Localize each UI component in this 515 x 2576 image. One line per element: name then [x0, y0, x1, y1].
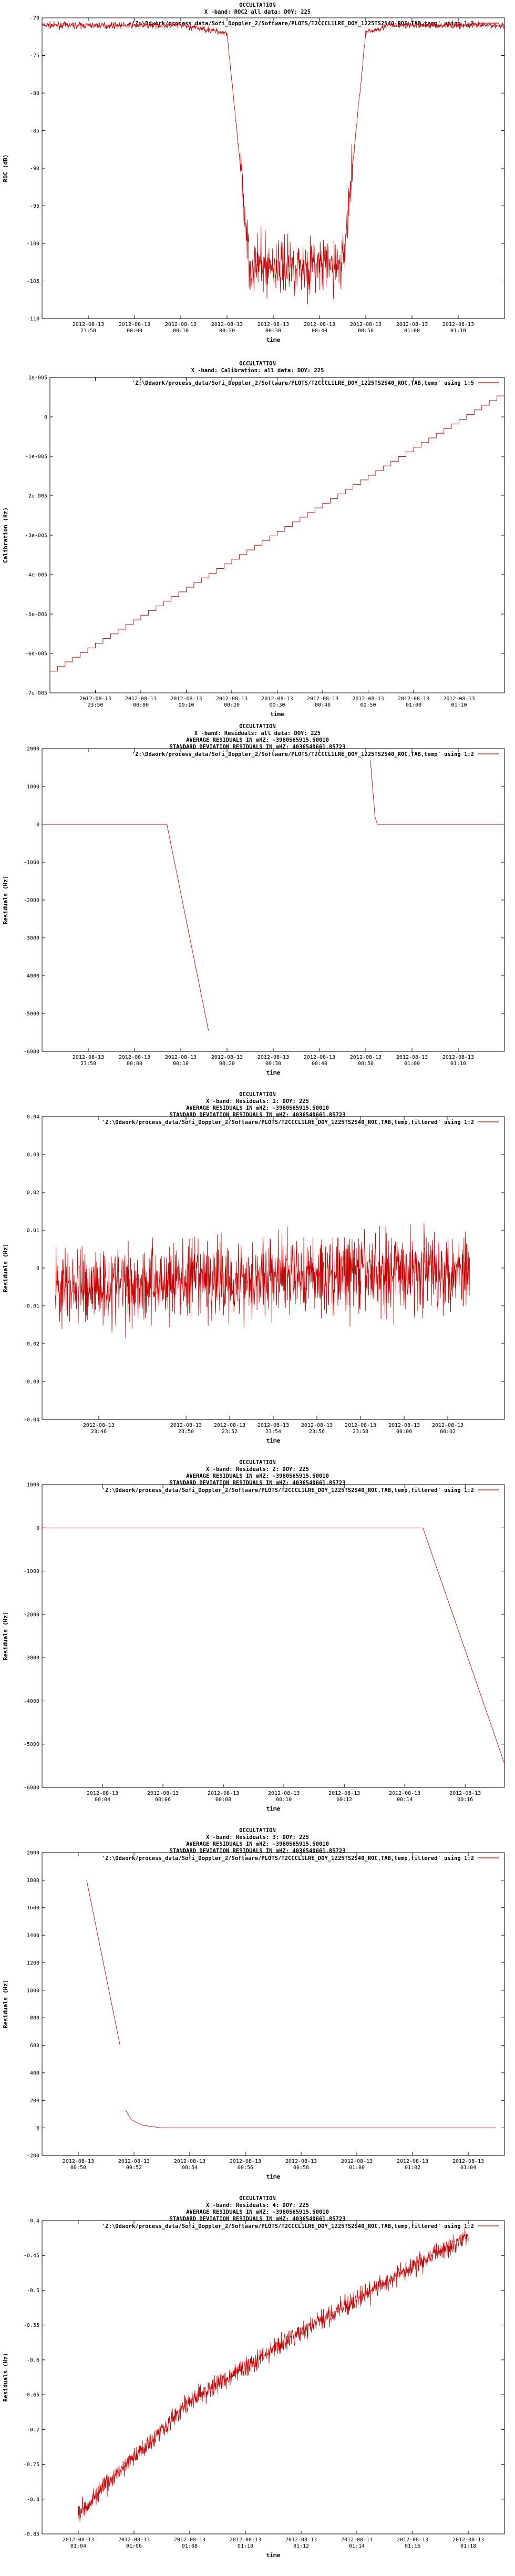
x-tick-date: 2012-08-13	[341, 2159, 373, 2164]
x-tick-date: 2012-08-13	[352, 696, 384, 702]
y-tick-label: -0.03	[23, 1379, 39, 1385]
x-tick-time: 00:20	[219, 1061, 235, 1067]
y-tick-label: -105	[26, 279, 39, 284]
y-axis-label: Calibration (Hz)	[2, 507, 9, 563]
x-tick-date: 2012-08-13	[452, 2537, 485, 2543]
chart-panel-3	[0, 721, 515, 1089]
x-tick-time: 01:00	[404, 1061, 420, 1067]
y-tick-label: -85	[29, 128, 39, 134]
x-tick-date: 2012-08-13	[257, 322, 290, 328]
chart-svg	[0, 0, 515, 359]
x-tick-time: 00:54	[181, 2165, 198, 2171]
x-tick-date: 2012-08-13	[164, 322, 197, 328]
x-tick-time: 01:04	[70, 2543, 86, 2549]
x-tick-time: 00:10	[172, 328, 189, 334]
y-tick-label: -80	[29, 90, 39, 97]
y-tick-label: -1000	[23, 1569, 39, 1575]
x-tick-date: 2012-08-13	[431, 1423, 464, 1428]
plot-frame	[42, 1853, 504, 2155]
x-tick-time: 01:10	[237, 2543, 254, 2549]
x-tick-time: 23:46	[90, 1429, 107, 1435]
x-tick-date: 2012-08-13	[72, 322, 105, 328]
y-tick-label: 2000	[26, 746, 39, 752]
x-tick-date: 2012-08-13	[452, 2159, 485, 2164]
plot-frame	[42, 2221, 504, 2534]
x-tick-date: 2012-08-13	[443, 696, 475, 702]
x-tick-date: 2012-08-13	[118, 2537, 150, 2543]
x-tick-time: 00:10	[178, 702, 194, 708]
x-tick-time: 23:56	[308, 1429, 325, 1435]
legend-entry: 'Z:\Ddwork/process_data/Sofi_Doppler_2/Software/PLOTS/T2CCCL1LRE_DOY_1225TS2S40_ROC,TAB,temp,filtered' using 1:2	[101, 1487, 474, 1494]
x-tick-date: 2012-08-13	[86, 1791, 119, 1796]
x-tick-date: 2012-08-13	[83, 1423, 115, 1428]
x-tick-time: 00:08	[215, 1797, 232, 1803]
x-tick-date: 2012-08-13	[349, 322, 382, 328]
x-tick-time: 00:50	[357, 1061, 374, 1067]
x-axis-label: time	[266, 2552, 281, 2559]
y-tick-label: -3000	[23, 1655, 39, 1661]
series-line	[78, 2228, 468, 2522]
chart-title: OCCULTATION X -band: Residuals: all data: DOY: 225 AVERAGE RESIDUALS IN mHZ: -3960565915.50010 STANDARD DEVIATION RESIDUALS IN mHZ: 4036540661.85723	[169, 723, 346, 750]
x-axis-label: time	[266, 1437, 281, 1444]
y-tick-label: -90	[29, 166, 39, 172]
x-tick-time: 23:50	[178, 1429, 194, 1435]
y-tick-label: -2000	[23, 897, 39, 904]
y-tick-label: -0.7	[26, 2427, 39, 2433]
x-axis-label: time	[266, 336, 281, 343]
y-tick-label: -5000	[23, 1742, 39, 1748]
y-tick-label: 0.02	[26, 1190, 39, 1196]
x-tick-date: 2012-08-13	[389, 1791, 421, 1796]
x-tick-time: 01:12	[293, 2543, 310, 2549]
x-tick-time: 23:58	[352, 1429, 369, 1435]
y-tick-label: -0.04	[23, 1417, 39, 1423]
y-tick-label: -0.01	[23, 1303, 39, 1310]
chart-panel-2	[0, 359, 515, 721]
x-tick-date: 2012-08-13	[388, 1423, 420, 1428]
y-tick-label: -3e-005	[25, 533, 47, 539]
y-tick-label: -5e-005	[25, 611, 47, 618]
x-tick-date: 2012-08-13	[125, 696, 157, 702]
chart-title: OCCULTATION X -band: Calibration: all data: DOY: 225	[191, 361, 324, 374]
series-line	[87, 1880, 120, 2045]
x-tick-time: 01:10	[450, 1061, 467, 1067]
x-tick-time: 00:50	[357, 328, 374, 334]
y-tick-label: -0.75	[23, 2462, 39, 2468]
x-tick-time: 00:10	[172, 1061, 189, 1067]
x-tick-date: 2012-08-13	[442, 322, 475, 328]
x-tick-time: 23:50	[80, 328, 97, 334]
x-tick-time: 00:04	[94, 1797, 111, 1803]
y-tick-label: -0.4	[26, 2218, 39, 2224]
y-tick-label: 400	[29, 2070, 39, 2077]
x-tick-time: 00:00	[126, 1061, 143, 1067]
y-tick-label: 800	[29, 2015, 39, 2021]
y-tick-label: -4000	[23, 1698, 39, 1704]
y-tick-label: 1200	[26, 1960, 39, 1966]
x-tick-time: 00:40	[314, 702, 331, 708]
y-tick-label: -7e-005	[25, 690, 47, 697]
y-tick-label: 0	[36, 1265, 39, 1272]
series-line	[42, 21, 504, 304]
x-tick-date: 2012-08-13	[301, 1423, 333, 1428]
y-axis-label: Residuals (Hz)	[2, 875, 9, 925]
x-tick-date: 2012-08-13	[170, 1423, 202, 1428]
y-tick-label: 1800	[26, 1877, 39, 1884]
y-tick-label: 0	[36, 1525, 39, 1531]
x-tick-date: 2012-08-13	[72, 1055, 105, 1060]
x-tick-time: 01:04	[460, 2165, 477, 2171]
x-tick-date: 2012-08-13	[213, 1423, 246, 1428]
x-tick-date: 2012-08-13	[397, 696, 430, 702]
plot-frame	[42, 749, 504, 1051]
x-tick-date: 2012-08-13	[257, 1423, 290, 1428]
x-tick-time: 01:06	[126, 2543, 142, 2549]
x-tick-date: 2012-08-13	[147, 1791, 179, 1796]
y-tick-label: -4e-005	[25, 572, 47, 578]
y-tick-label: 2000	[26, 1850, 39, 1856]
y-tick-label: -1000	[23, 860, 39, 866]
x-tick-time: 23:52	[221, 1429, 238, 1435]
legend-entry: 'Z:\Ddwork/process_data/Sofi_Doppler_2/Software/PLOTS/T2CCCL1LRE_DOY_1225TS2S40_ROC,TAB,temp' using 1:5	[131, 380, 474, 386]
y-tick-label: 0	[36, 2125, 39, 2132]
x-tick-time: 00:12	[336, 1797, 353, 1803]
x-tick-date: 2012-08-13	[215, 696, 248, 702]
chart-svg	[0, 359, 515, 721]
chart-panel-1	[0, 0, 515, 359]
chart-svg	[0, 1825, 515, 2193]
x-tick-time: 00:30	[269, 702, 285, 708]
x-tick-time: 00:30	[265, 328, 282, 334]
x-tick-time: 00:10	[276, 1797, 292, 1803]
x-tick-time: 01:02	[405, 2165, 421, 2171]
x-tick-date: 2012-08-13	[118, 322, 151, 328]
x-tick-time: 01:10	[450, 328, 467, 334]
chart-svg	[0, 1457, 515, 1825]
x-tick-date: 2012-08-13	[349, 1055, 382, 1060]
x-tick-date: 2012-08-13	[207, 1791, 240, 1796]
x-tick-date: 2012-08-13	[328, 1791, 360, 1796]
x-tick-time: 00:20	[219, 328, 235, 334]
x-tick-date: 2012-08-13	[261, 696, 293, 702]
x-tick-date: 2012-08-13	[173, 2159, 206, 2164]
y-tick-label: 600	[29, 2043, 39, 2049]
x-tick-time: 01:16	[405, 2543, 421, 2549]
x-tick-date: 2012-08-13	[341, 2537, 373, 2543]
x-tick-time: 23:50	[87, 702, 104, 708]
x-tick-time: 01:00	[405, 702, 422, 708]
x-axis-label: time	[266, 2173, 281, 2180]
x-tick-time: 00:00	[132, 702, 149, 708]
series-line	[50, 391, 504, 671]
legend-entry: 'Z:\Ddwork/process_data/Sofi_Doppler_2/Software/PLOTS/T2CCCL1LRE_DOY_1225TS2S40_ROC,TAB,temp,filtered' using 1:2	[101, 1855, 474, 1862]
series-line	[126, 2110, 496, 2128]
y-axis-label: Residuals (Hz)	[2, 1611, 9, 1661]
x-tick-date: 2012-08-13	[62, 2159, 95, 2164]
y-tick-label: -110	[26, 316, 39, 322]
y-tick-label: 0.01	[26, 1228, 39, 1234]
x-tick-time: 00:50	[70, 2165, 86, 2171]
x-tick-date: 2012-08-13	[303, 1055, 336, 1060]
x-tick-date: 2012-08-13	[344, 1423, 377, 1428]
y-tick-label: -0.8	[26, 2497, 39, 2503]
series-line	[370, 760, 504, 824]
chart-title: OCCULTATION X -band: ROC2 all data: DOY: 225	[204, 2, 311, 15]
y-tick-label: 200	[29, 2098, 39, 2104]
y-tick-label: -0.85	[23, 2531, 39, 2538]
x-tick-date: 2012-08-13	[211, 322, 243, 328]
x-tick-time: 00:40	[311, 328, 328, 334]
x-tick-date: 2012-08-13	[170, 696, 202, 702]
chart-panel-6	[0, 1825, 515, 2193]
chart-title: OCCULTATION X -band: Residuals: 1: DOY: 225 AVERAGE RESIDUALS IN mHZ: -3960565915.50010 STANDARD DEVIATION RESIDUALS IN mHZ: 4036540661.85723	[169, 1091, 346, 1118]
y-tick-label: -0.55	[23, 2323, 39, 2329]
plot-frame	[42, 1485, 504, 1787]
x-tick-date: 2012-08-13	[257, 1055, 290, 1060]
y-tick-label: -95	[29, 203, 39, 209]
x-tick-date: 2012-08-13	[396, 1055, 428, 1060]
x-tick-time: 00:52	[126, 2165, 142, 2171]
y-tick-label: 1000	[26, 1988, 39, 1994]
series-line	[42, 824, 209, 1030]
y-tick-label: -0.5	[26, 2287, 39, 2294]
x-tick-date: 2012-08-13	[303, 322, 336, 328]
y-tick-label: 0	[44, 414, 47, 421]
x-tick-time: 01:10	[451, 702, 467, 708]
x-tick-time: 01:18	[460, 2543, 477, 2549]
y-tick-label: -6000	[23, 1785, 39, 1791]
y-tick-label: 1000	[26, 1482, 39, 1488]
x-tick-date: 2012-08-13	[396, 2159, 429, 2164]
x-tick-date: 2012-08-13	[449, 1791, 481, 1796]
x-tick-time: 00:00	[396, 1429, 413, 1435]
y-axis-label: Residuals (Hz)	[2, 1243, 9, 1293]
x-tick-time: 23:50	[80, 1061, 97, 1067]
y-tick-label: 1400	[26, 1933, 39, 1939]
legend-entry: 'Z:\Ddwork/process_data/Sofi_Doppler_2/Software/PLOTS/T2CCCL1LRE_DOY_1225TS2S40_ROC,TAB,temp,filtered' using 1:2	[101, 1119, 474, 1126]
x-tick-time: 00:58	[293, 2165, 310, 2171]
chart-title: OCCULTATION X -band: Residuals: 4: DOY: 225 AVERAGE RESIDUALS IN mHZ: -3960565915.50010 STANDARD DEVIATION RESIDUALS IN mHZ: 4036540661.85723	[169, 2195, 346, 2222]
y-tick-label: -4000	[23, 973, 39, 979]
y-tick-label: 0.03	[26, 1152, 39, 1158]
chart-svg	[0, 721, 515, 1089]
y-axis-label: Residuals (Hz)	[2, 2353, 9, 2402]
y-tick-label: -0.6	[26, 2357, 39, 2364]
x-tick-date: 2012-08-13	[118, 2159, 150, 2164]
x-tick-date: 2012-08-13	[268, 1791, 300, 1796]
y-tick-label: -6e-005	[25, 651, 47, 657]
y-tick-label: -5000	[23, 1011, 39, 1017]
y-tick-label: -2e-005	[25, 493, 47, 499]
chart-svg	[0, 2193, 515, 2576]
x-tick-time: 00:40	[311, 1061, 328, 1067]
y-tick-label: 0	[36, 822, 39, 828]
x-tick-time: 01:14	[348, 2543, 365, 2549]
chart-panel-7	[0, 2193, 515, 2576]
y-tick-label: -70	[29, 15, 39, 22]
chart-panel-4	[0, 1089, 515, 1457]
x-tick-date: 2012-08-13	[229, 2537, 262, 2543]
x-tick-date: 2012-08-13	[285, 2159, 317, 2164]
x-tick-date: 2012-08-13	[306, 696, 339, 702]
y-axis-label: ROC (dB)	[2, 154, 9, 182]
x-tick-time: 01:00	[404, 328, 420, 334]
x-tick-date: 2012-08-13	[442, 1055, 475, 1060]
x-tick-time: 00:16	[457, 1797, 473, 1803]
x-tick-time: 00:30	[265, 1061, 282, 1067]
x-tick-time: 00:06	[155, 1797, 171, 1803]
x-tick-time: 00:20	[223, 702, 240, 708]
chart-panel-5	[0, 1457, 515, 1825]
legend-entry: 'Z:\Ddwork/process_data/Sofi_Doppler_2/Software/PLOTS/T2CCCL1LRE_DOY_1225TS2S40_ROC,TAB,temp' using 1:2	[131, 21, 474, 27]
chart-title: OCCULTATION X -band: Residuals: 3: DOY: 225 AVERAGE RESIDUALS IN mHZ: -3960565915.50010 STANDARD DEVIATION RESIDUALS IN mHZ: 4036540661.85723	[169, 1827, 346, 1854]
x-tick-date: 2012-08-13	[285, 2537, 317, 2543]
y-tick-label: -1e-005	[25, 454, 47, 460]
x-tick-time: 01:08	[181, 2543, 198, 2549]
y-tick-label: -3000	[23, 935, 39, 942]
y-tick-label: -0.02	[23, 1341, 39, 1347]
x-tick-date: 2012-08-13	[396, 322, 428, 328]
chart-svg	[0, 1089, 515, 1457]
x-tick-date: 2012-08-13	[229, 2159, 262, 2164]
y-axis-label: Residuals (Hz)	[2, 1979, 9, 2029]
x-axis-label: time	[266, 1805, 281, 1812]
x-tick-time: 23:54	[265, 1429, 282, 1435]
x-tick-time: 01:00	[348, 2165, 365, 2171]
x-tick-time: 00:00	[126, 328, 143, 334]
series-line	[55, 1223, 470, 1338]
x-tick-time: 00:56	[237, 2165, 254, 2171]
x-tick-date: 2012-08-13	[62, 2537, 95, 2543]
x-tick-time: 00:50	[360, 702, 376, 708]
y-tick-label: -6000	[23, 1049, 39, 1055]
x-tick-date: 2012-08-13	[173, 2537, 206, 2543]
x-tick-time: 00:02	[440, 1429, 456, 1435]
y-tick-label: 1000	[26, 784, 39, 790]
x-tick-time: 00:14	[397, 1797, 413, 1803]
x-tick-date: 2012-08-13	[396, 2537, 429, 2543]
y-tick-label: -200	[26, 2153, 39, 2159]
x-tick-date: 2012-08-13	[79, 696, 111, 702]
y-tick-label: -100	[26, 241, 39, 247]
chart-title: OCCULTATION X -band: Residuals: 2: DOY: 225 AVERAGE RESIDUALS IN mHZ: -3960565915.50010 STANDARD DEVIATION RESIDUALS IN mHZ: 4036540661.85723	[169, 1459, 346, 1486]
x-axis-label: time	[266, 1069, 281, 1076]
x-axis-label: time	[270, 711, 284, 718]
x-tick-date: 2012-08-13	[118, 1055, 151, 1060]
x-tick-date: 2012-08-13	[164, 1055, 197, 1060]
series-line	[42, 1528, 504, 1763]
y-tick-label: -2000	[23, 1612, 39, 1618]
legend-entry: 'Z:\Ddwork/process_data/Sofi_Doppler_2/Software/PLOTS/T2CCCL1LRE_DOY_1225TS2S40_ROC,TAB,temp,filtered' using 1:2	[101, 2223, 474, 2230]
y-tick-label: 1600	[26, 1905, 39, 1911]
y-tick-label: -0.45	[23, 2253, 39, 2259]
legend-entry: 'Z:\Ddwork/process_data/Sofi_Doppler_2/Software/PLOTS/T2CCCL1LRE_DOY_1225TS2S40_ROC,TAB,temp' using 1:2	[131, 751, 474, 758]
y-tick-label: -75	[29, 53, 39, 59]
y-tick-label: 1e-005	[28, 375, 47, 381]
y-tick-label: -0.65	[23, 2392, 39, 2398]
y-tick-label: 0.04	[26, 1114, 39, 1120]
x-tick-date: 2012-08-13	[211, 1055, 243, 1060]
